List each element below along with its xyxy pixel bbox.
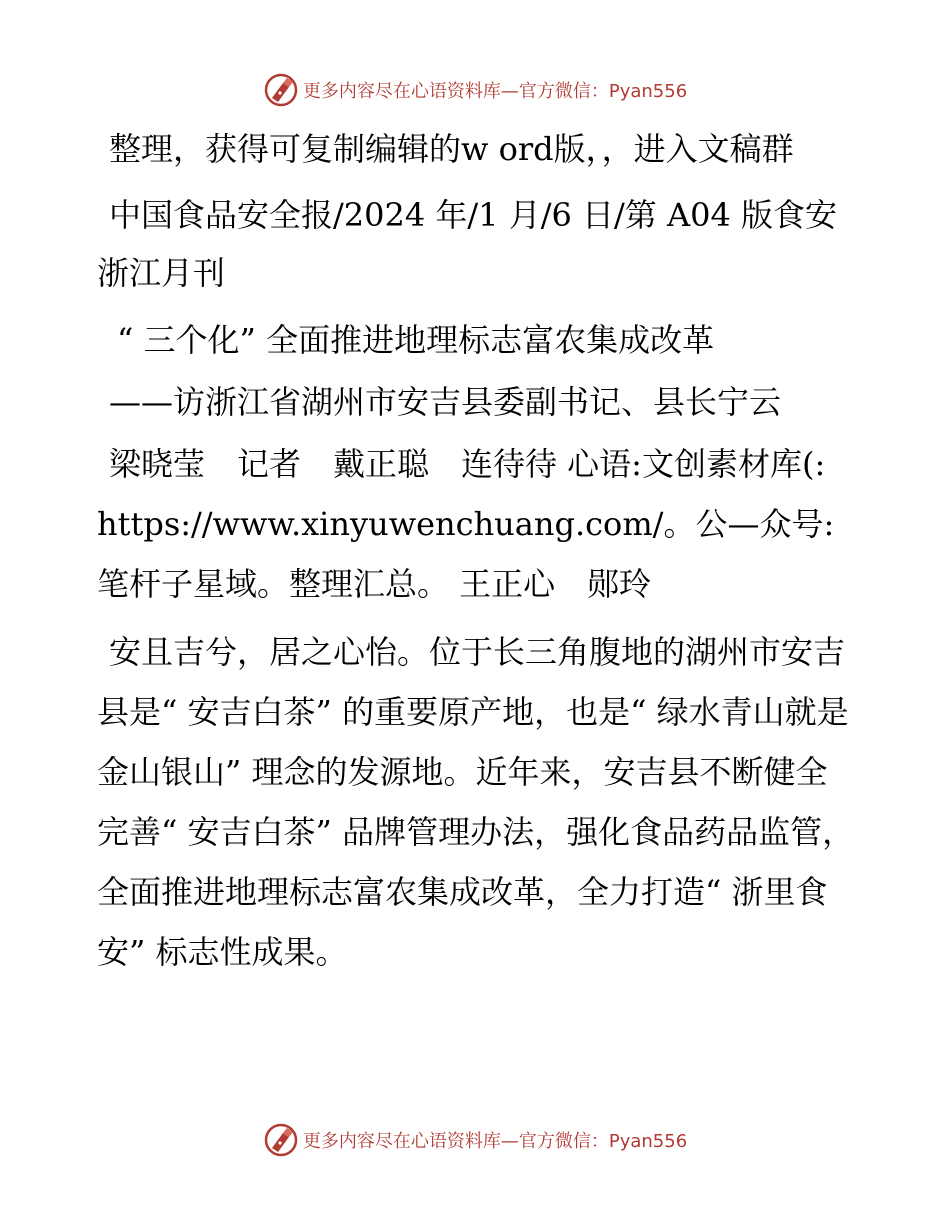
footer-banner-text: 更多内容尽在心语资料库—官方微信：Pyan556 <box>302 1131 688 1152</box>
document-body <box>97 120 857 990</box>
header-banner <box>0 68 950 112</box>
article-subtitle: ——访浙江省湖州市安吉县委副书记、县长宁云 <box>109 383 782 421</box>
paragraph-authors: 梁晓莹 记者 戴正聪 连待待 心语:文创素材库(: https://www.xinyuwenchuang.com/。公—众号: 笔杆子星域。整理汇总。 王正心 郧玲 <box>97 445 835 603</box>
pen-nib-logo-icon <box>263 72 299 108</box>
paragraph-intro: 整理，获得可复制编辑的w ord版，，进入文稿群 <box>109 130 794 168</box>
pen-nib-logo-icon <box>263 1122 299 1158</box>
article-title: “ 三个化” 全面推进地理标志富农集成改革 <box>117 321 715 359</box>
footer-banner <box>0 1118 950 1162</box>
paragraph-source: 中国食品安全报/2024 年/1 月/6 日/第 A04 版食安浙江月刊 <box>97 196 837 292</box>
paragraph-body: 安且吉兮，居之心怡。位于长三角腹地的湖州市安吉县是“ 安吉白茶” 的重要原产地，也是“ 绿水青山就是金山银山” 理念的发源地。近年来，安吉县不断健全完善“ 安吉白茶” 品牌管理办法，强化食品药品监管，全面推进地理标志富农集成改革，全力打造“ 浙里食安” 标志性成果。 <box>97 633 855 971</box>
header-banner-text: 更多内容尽在心语资料库—官方微信：Pyan556 <box>302 81 688 102</box>
